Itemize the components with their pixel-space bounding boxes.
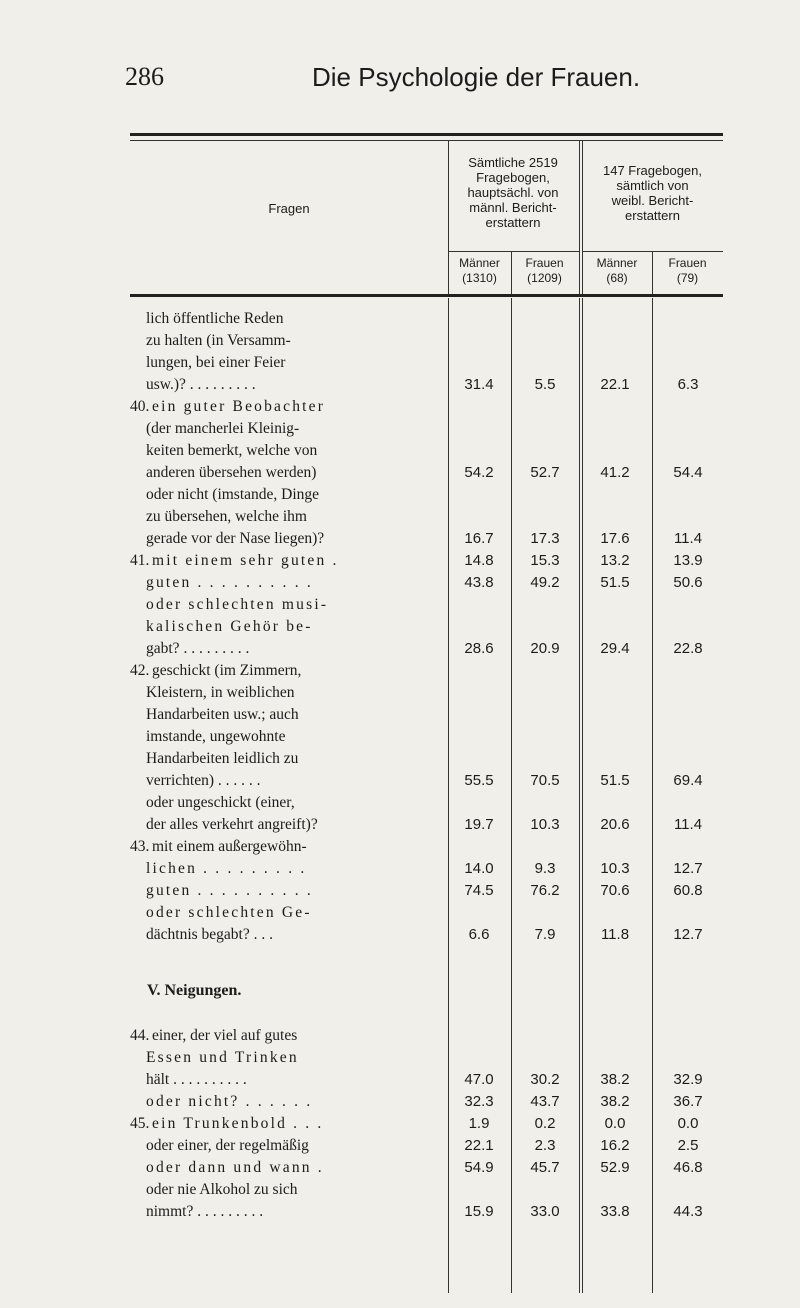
- value-cell: 54.2: [464, 464, 494, 481]
- column-header-group-female: 147 Fragebogen, sämtlich von weibl. Bericht- erstattern: [602, 163, 703, 223]
- value-cell: 5.5: [534, 376, 556, 393]
- value-cell: 38.2: [600, 1093, 630, 1110]
- value-cell: 15.3: [530, 552, 560, 569]
- value-cell: 70.6: [600, 882, 630, 899]
- value-cell: 6.6: [468, 926, 490, 943]
- header-divider: [652, 251, 653, 294]
- value-cell: 29.4: [600, 640, 630, 657]
- value-cell: 11.4: [673, 530, 703, 547]
- header-divider: [448, 251, 579, 252]
- value-cell: 2.3: [534, 1137, 556, 1154]
- value-cell: 2.5: [677, 1137, 699, 1154]
- value-cell: 33.8: [600, 1203, 630, 1220]
- value-cell: 16.2: [600, 1137, 630, 1154]
- value-cell: 54.9: [464, 1159, 494, 1176]
- question-number: 43.: [130, 838, 150, 855]
- value-cell: 17.3: [530, 530, 560, 547]
- value-cell: 60.8: [673, 882, 703, 899]
- value-cell: 17.6: [600, 530, 630, 547]
- value-cell: 15.9: [464, 1203, 494, 1220]
- value-cell: 43.8: [464, 574, 494, 591]
- header-divider: [579, 140, 580, 294]
- value-cell: 32.9: [673, 1071, 703, 1088]
- value-cell: 20.9: [530, 640, 560, 657]
- column-header-g1-women: Frauen (1209): [525, 256, 564, 285]
- value-cell: 11.4: [673, 816, 703, 833]
- section-heading: V. Neigungen.: [147, 982, 242, 999]
- column-header-g1-men: Männer (1310): [459, 256, 500, 285]
- value-cell: 36.7: [673, 1093, 703, 1110]
- value-cell: 16.7: [464, 530, 494, 547]
- running-head: [115, 62, 715, 102]
- question-number: 40.: [130, 398, 150, 415]
- page-title: Die Psychologie der Frauen.: [312, 62, 641, 92]
- value-cell: 46.8: [673, 1159, 703, 1176]
- value-cell: 11.8: [600, 926, 630, 943]
- value-cell: 12.7: [673, 860, 703, 877]
- value-cell: 51.5: [600, 574, 630, 591]
- value-cell: 22.8: [673, 640, 703, 657]
- value-cell: 31.4: [464, 376, 494, 393]
- value-cell: 41.2: [600, 464, 630, 481]
- value-cell: 0.2: [534, 1115, 556, 1132]
- value-cell: 69.4: [673, 772, 703, 789]
- column-header-g2-women: Frauen (79): [668, 256, 707, 285]
- value-cell: 38.2: [600, 1071, 630, 1088]
- value-cell: 28.6: [464, 640, 494, 657]
- value-cell: 47.0: [464, 1071, 494, 1088]
- column-header-g2-men: Männer (68): [596, 256, 638, 285]
- question-number: 44.: [130, 1027, 150, 1044]
- value-cell: 10.3: [530, 816, 560, 833]
- value-cell: 32.3: [464, 1093, 494, 1110]
- column-header-questions: Fragen: [268, 201, 310, 216]
- question-number: 45.: [130, 1115, 150, 1132]
- table-header-rule: [130, 294, 723, 297]
- statistics-table: Fragen Sämtliche 2519 Fragebogen, hauptsächl. von männl. Bericht- erstattern 147 Fragebogen, sämtlich von weibl. Bericht- erstattern Männer (1310) Frauen (1209) Männer (68) Frauen (79) lich öffentliche Reden zu halten (in Versamm- lungen, bei einer Feier usw.)? . . . . . . . . . 40. ein guter Beobachter (der mancherlei Kleinig- keiten bemerkt, welche von anderen übersehen werden) oder nicht (imstande, Dinge zu übersehen, welche ihm gerade vor der Nase liegen)? 41. mit einem sehr guten . guten . . . . . . . . . . oder schlechten musi- kalischen Gehör be- gabt? . . . . . . . . . 42. geschickt (im Zimmern, Kleistern, in weiblichen Handarbeiten usw.; auch imstande, ungewohnte Handarbeiten leidlich zu verrichten) . . . . . . oder ungeschickt (einer, der alles verkehrt angreift)? 43. mit einem außergewöhn- lichen . . . . . . . . . guten . . . . . . . . . . oder schlechten Ge- dächtnis begabt? . . . V. Neigungen. 44. einer, der viel auf gutes Essen und Trinken hält . . . . . . . . . . oder nicht? . . . . . . 45. ein Trunkenbold . . . oder einer, der regelmäßig oder dann und wann . oder nie Alkohol zu sich nimmt? . . . . . . . . . 31.4 5.5 22.1 6.3 54.2 52.7 41.2 54.4 16.7 17.3 17.6 11.4 14.8 15.3 13.2 13.9 43.8 49.2 51.5 50.6 28.6 20.9 29.4 22.8 55.5 70.5 51.5 69.4 19.7 10.3 20.6 11.4 14.0 9.3 10.3 12.7 74.5 76.2 70.6 60.8 6.6 7.9 11.8 12.7 47.0 30.2 38.2 32.9 32.3 43.7 38.2 36.7 1.9 0.2 0.0 0.0 22.1 2.3 16.2 2.5 54.9 45.7 52.9 46.8 15.9 33.0 33.8 44.3: [130, 133, 723, 1293]
- value-cell: 55.5: [464, 772, 494, 789]
- value-cell: 22.1: [600, 376, 630, 393]
- question-number: 42.: [130, 662, 150, 679]
- value-cell: 9.3: [534, 860, 556, 877]
- value-cell: 0.0: [604, 1115, 626, 1132]
- value-cell: 30.2: [530, 1071, 560, 1088]
- value-cell: 51.5: [600, 772, 630, 789]
- value-cell: 12.7: [673, 926, 703, 943]
- header-divider: [511, 251, 512, 294]
- column-divider: [652, 298, 653, 1293]
- question-number: 41.: [130, 552, 150, 569]
- table-top-rule-thin: [130, 140, 723, 141]
- page-number: 286: [125, 62, 164, 91]
- value-cell: 19.7: [464, 816, 494, 833]
- value-cell: 0.0: [677, 1115, 699, 1132]
- value-cell: 7.9: [534, 926, 556, 943]
- value-cell: 20.6: [600, 816, 630, 833]
- value-cell: 54.4: [673, 464, 703, 481]
- value-cell: 49.2: [530, 574, 560, 591]
- value-cell: 13.2: [600, 552, 630, 569]
- value-cell: 43.7: [530, 1093, 560, 1110]
- column-divider: [582, 298, 583, 1293]
- value-cell: 50.6: [673, 574, 703, 591]
- value-cell: 13.9: [673, 552, 703, 569]
- header-divider: [448, 140, 449, 294]
- header-divider: [582, 140, 583, 294]
- value-cell: 70.5: [530, 772, 560, 789]
- value-cell: 14.8: [464, 552, 494, 569]
- value-cell: 45.7: [530, 1159, 560, 1176]
- value-cell: 44.3: [673, 1203, 703, 1220]
- value-cell: 6.3: [677, 376, 699, 393]
- value-cell: 76.2: [530, 882, 560, 899]
- table-top-rule: [130, 133, 723, 136]
- value-cell: 74.5: [464, 882, 494, 899]
- value-cell: 10.3: [600, 860, 630, 877]
- column-divider: [579, 298, 580, 1293]
- value-cell: 14.0: [464, 860, 494, 877]
- value-cell: 52.9: [600, 1159, 630, 1176]
- value-cell: 22.1: [464, 1137, 494, 1154]
- column-divider: [511, 298, 512, 1293]
- value-cell: 1.9: [468, 1115, 490, 1132]
- column-header-group-all: Sämtliche 2519 Fragebogen, hauptsächl. von männl. Bericht- erstattern: [467, 155, 559, 230]
- value-cell: 33.0: [530, 1203, 560, 1220]
- value-cell: 52.7: [530, 464, 560, 481]
